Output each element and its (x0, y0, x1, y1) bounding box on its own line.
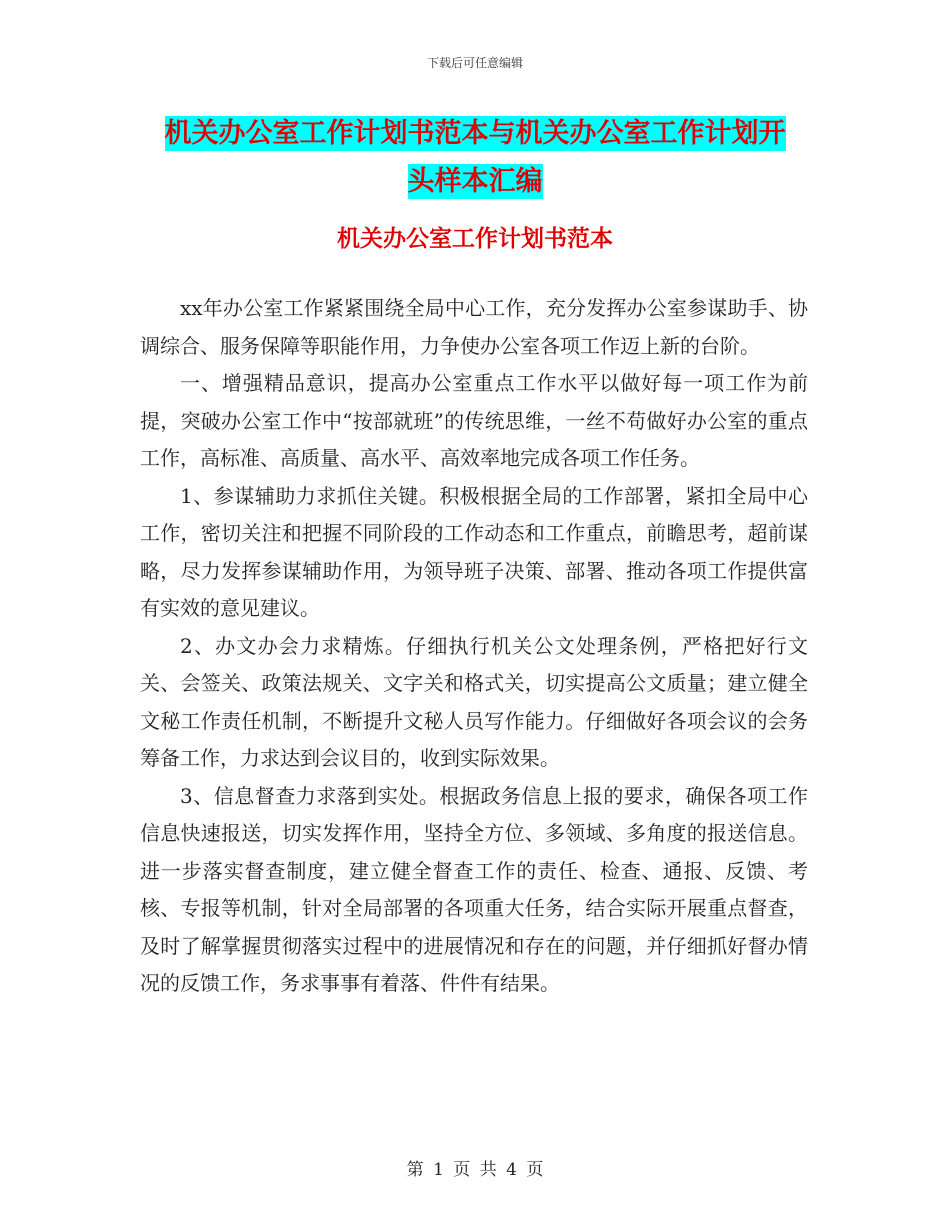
document-title-line-2: 头样本汇编 (407, 166, 543, 197)
paragraph-item-2: 2、办文办会力求精炼。仔细执行机关公文处理条例，严格把好行文关、会签关、政策法规关、文字关和格式关，切实提高公文质量；建立健全文秘工作责任机制，不断提升文秘人员写作能力。仔细做好各项会议的会务筹备工作，力求达到会议目的，收到实际效果。 (140, 633, 808, 770)
document-title-line-1: 机关办公室工作计划书范本与机关办公室工作计划开 (164, 118, 786, 149)
document-title (140, 110, 810, 206)
paragraph-item-1: 1、参谋辅助力求抓住关键。积极根据全局的工作部署，紧扣全局中心工作，密切关注和把握不同阶段的工作动态和工作重点，前瞻思考，超前谋略，尽力发挥参谋辅助作用，为领导班子决策、部署、推动各项工作提供富有实效的意见建议。 (140, 483, 808, 620)
paragraph-item-3: 3、信息督查力求落到实处。根据政务信息上报的要求，确保各项工作信息快速报送，切实发挥作用，坚持全方位、多领域、多角度的报送信息。进一步落实督查制度，建立健全督查工作的责任、检查、通报、反馈、考核、专报等机制，针对全局部署的各项重大任务，结合实际开展重点督查，及时了解掌握贯彻落实过程中的进展情况和存在的问题，并仔细抓好督办情况的反馈工作，务求事事有着落、件件有结果。 (140, 783, 808, 995)
page-header-note: 下载后可任意编辑 (426, 56, 523, 70)
page-footer: 第 1 页 共 4 页 (406, 1160, 544, 1180)
paragraph-intro: xx年办公室工作紧紧围绕全局中心工作，充分发挥办公室参谋助手、协调综合、服务保障等职能作用，力争使办公室各项工作迈上新的台阶。 (140, 296, 808, 358)
document-body (140, 290, 808, 1003)
paragraph-section-1: 一、增强精品意识，提高办公室重点工作水平以做好每一项工作为前提，突破办公室工作中“按部就班”的传统思维，一丝不苟做好办公室的重点工作，高标准、高质量、高水平、高效率地完成各项工作任务。 (140, 371, 808, 470)
section-heading: 机关办公室工作计划书范本 (337, 226, 613, 252)
